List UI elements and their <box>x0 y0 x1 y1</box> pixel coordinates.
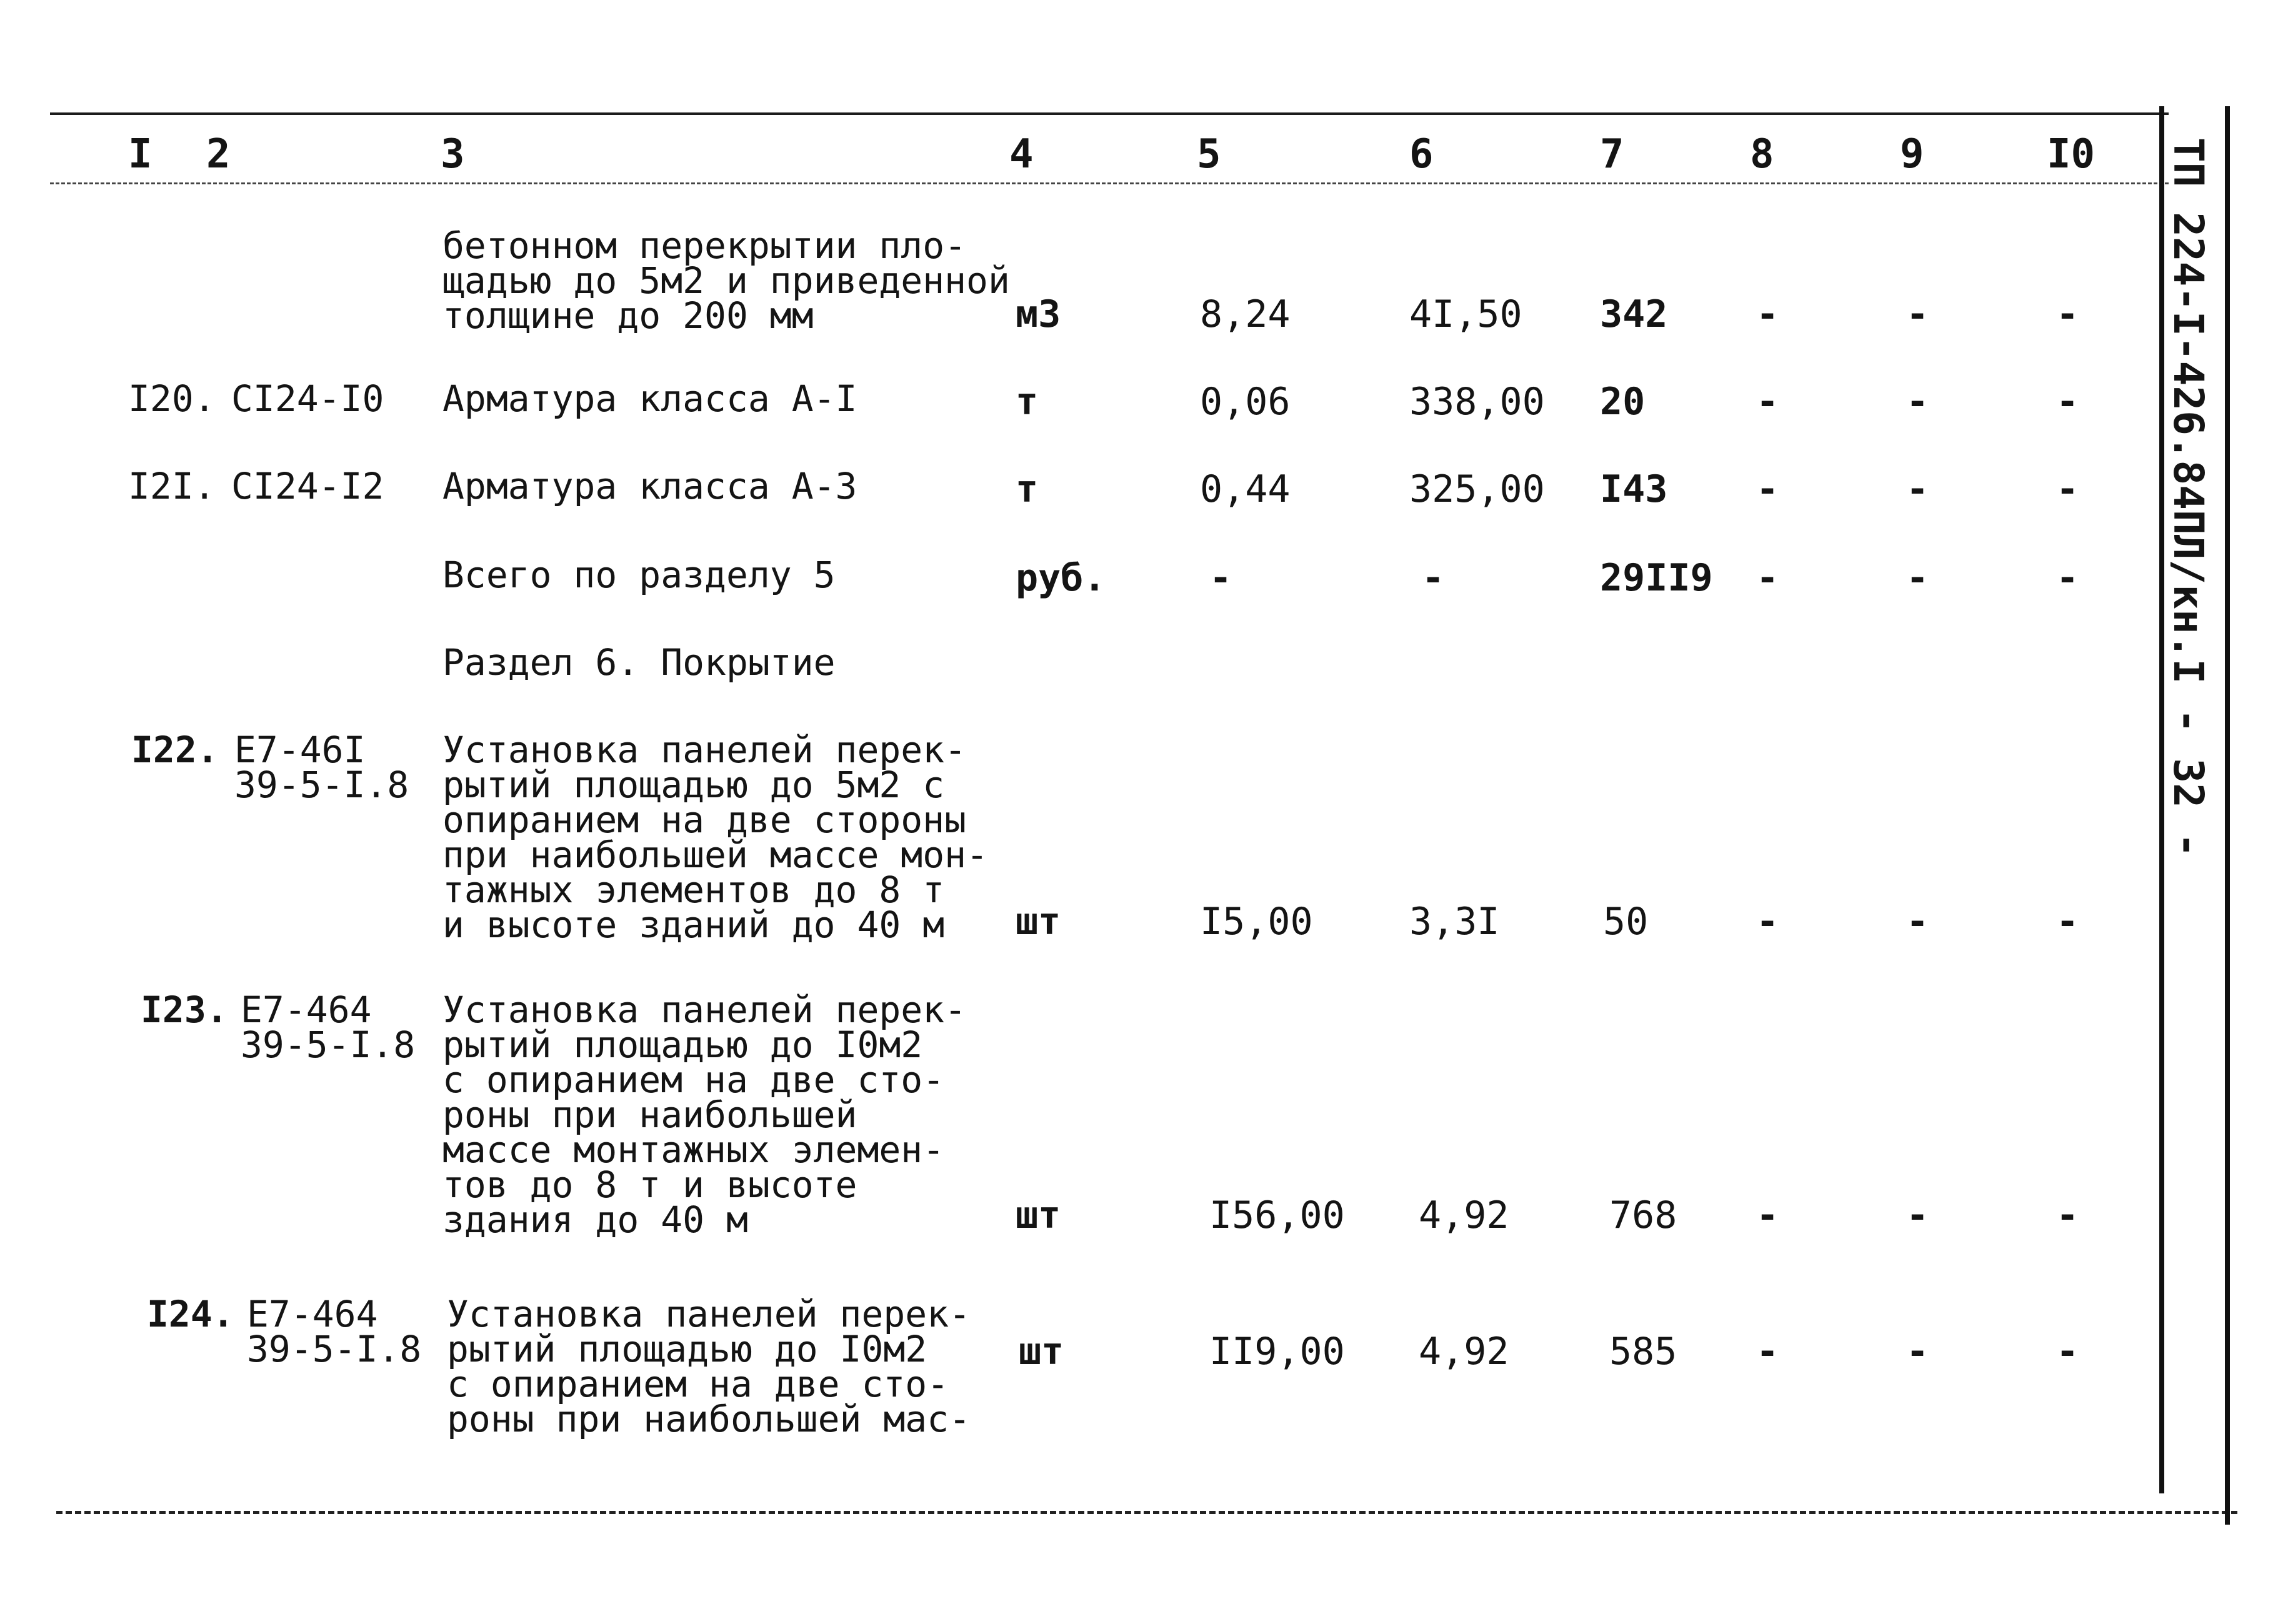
column-header-3: 3 <box>441 131 465 177</box>
table-row-number: I20. <box>128 377 216 420</box>
table-row-col10: - <box>2056 556 2079 600</box>
column-header-5: 5 <box>1197 131 1221 177</box>
table-row-code: CI24-I0 <box>231 377 384 420</box>
column-header-1: I <box>128 131 152 177</box>
table-row-number: I23. <box>141 989 228 1031</box>
side-document-code-text: ТП 224-I-426.84ПЛ/кн.I - 32 - <box>2164 137 2212 858</box>
header-underline <box>50 182 2169 184</box>
table-row-cost: 50 <box>1603 900 1649 944</box>
table-row-desc: Установка панелей перек- рытий площадью до I0м2 с опиранием на две сто- роны при наибольшей мас- <box>447 1293 971 1440</box>
table-row-col10: - <box>2056 1193 2079 1237</box>
bottom-border-line <box>56 1511 2237 1514</box>
table-row-number: I22. <box>131 729 219 771</box>
table-row-desc: Установка панелей перек- рытий площадью до I0м2 с опиранием на две сто- роны при наибольшей массе монтажных элемен- тов до 8 т и высоте здания до 40 м <box>442 989 967 1241</box>
table-row-price: 3,3I <box>1409 900 1500 944</box>
table-row-desc: Установка панелей перек- рытий площадью до 5м2 с опиранием на две стороны при наибольшей массе мон- тажных элементов до 8 т и высоте зданий до 40 м <box>442 729 988 946</box>
table-row-quantity: I5,00 <box>1200 900 1313 944</box>
table-row-unit: т <box>1016 380 1039 424</box>
table-row-col9: - <box>1906 556 1929 600</box>
column-header-9: 9 <box>1900 131 1924 177</box>
side-document-code <box>2164 137 2219 875</box>
table-row-unit: шт <box>1016 1193 1061 1237</box>
table-row-col10: - <box>2056 900 2079 944</box>
table-row-col8: - <box>1756 900 1779 944</box>
table-row-col8: - <box>1756 467 1779 511</box>
section-heading: Раздел 6. Покрытие <box>442 641 836 684</box>
table-row-code: Е7-464 39-5-I.8 <box>241 989 416 1066</box>
table-row-col9: - <box>1906 1193 1929 1237</box>
table-row-price: 4I,50 <box>1409 292 1522 336</box>
table-row-quantity: - <box>1209 556 1232 600</box>
column-header-10: I0 <box>2047 131 2096 177</box>
table-row-code: CI24-I2 <box>231 465 384 507</box>
table-row-desc: бетонном перекрытии пло- щадью до 5м2 и приведенной толщине до 200 мм <box>442 224 1010 337</box>
section-total-label: Всего по разделу 5 <box>442 554 836 596</box>
table-row-quantity: II9,00 <box>1209 1330 1345 1373</box>
table-row-cost: I43 <box>1600 467 1668 511</box>
table-row-quantity: 0,44 <box>1200 467 1291 511</box>
table-row-unit: шт <box>1019 1330 1064 1373</box>
table-row-unit: руб. <box>1016 556 1106 600</box>
table-row-price: 338,00 <box>1409 380 1545 424</box>
table-row-quantity: 0,06 <box>1200 380 1291 424</box>
column-header-4: 4 <box>1009 131 1034 177</box>
table-row-code: Е7-464 39-5-I.8 <box>247 1293 422 1370</box>
table-row-cost: 342 <box>1600 292 1668 336</box>
table-row-desc: Арматура класса А-I <box>442 377 857 420</box>
table-row-price: 4,92 <box>1419 1193 1509 1237</box>
table-row-cost: 585 <box>1609 1330 1677 1373</box>
table-row-quantity: 8,24 <box>1200 292 1291 336</box>
table-row-col8: - <box>1756 1330 1779 1373</box>
table-row-price: 4,92 <box>1419 1330 1509 1373</box>
column-header-8: 8 <box>1750 131 1774 177</box>
table-row-col10: - <box>2056 467 2079 511</box>
column-header-2: 2 <box>206 131 231 177</box>
table-row-unit: т <box>1016 467 1039 511</box>
table-row-quantity: I56,00 <box>1209 1193 1345 1237</box>
table-row-col10: - <box>2056 292 2079 336</box>
table-row-col10: - <box>2056 1330 2079 1373</box>
table-row-price: 325,00 <box>1409 467 1545 511</box>
table-row-desc: Арматура класса А-3 <box>442 465 857 507</box>
table-row-cost: 29II9 <box>1600 556 1713 600</box>
table-row-cost: 20 <box>1600 380 1646 424</box>
table-row-number: I2I. <box>128 465 216 507</box>
table-row-col8: - <box>1756 380 1779 424</box>
outer-frame-line <box>2225 106 2230 1525</box>
table-row-unit: шт <box>1016 900 1061 944</box>
table-row-col9: - <box>1906 1330 1929 1373</box>
column-header-7: 7 <box>1600 131 1624 177</box>
table-row-col10: - <box>2056 380 2079 424</box>
table-row-col8: - <box>1756 1193 1779 1237</box>
table-row-price: - <box>1422 556 1445 600</box>
table-row-col9: - <box>1906 292 1929 336</box>
right-frame-line <box>2159 106 2164 1493</box>
table-row-col8: - <box>1756 292 1779 336</box>
table-row-col9: - <box>1906 467 1929 511</box>
table-row-unit: м3 <box>1016 292 1061 336</box>
table-row-cost: 768 <box>1609 1193 1677 1237</box>
top-border-line <box>50 112 2169 115</box>
column-header-6: 6 <box>1409 131 1434 177</box>
table-row-col9: - <box>1906 380 1929 424</box>
table-row-code: Е7-46I 39-5-I.8 <box>234 729 409 806</box>
table-row-col8: - <box>1756 556 1779 600</box>
table-row-number: I24. <box>147 1293 234 1335</box>
table-row-col9: - <box>1906 900 1929 944</box>
